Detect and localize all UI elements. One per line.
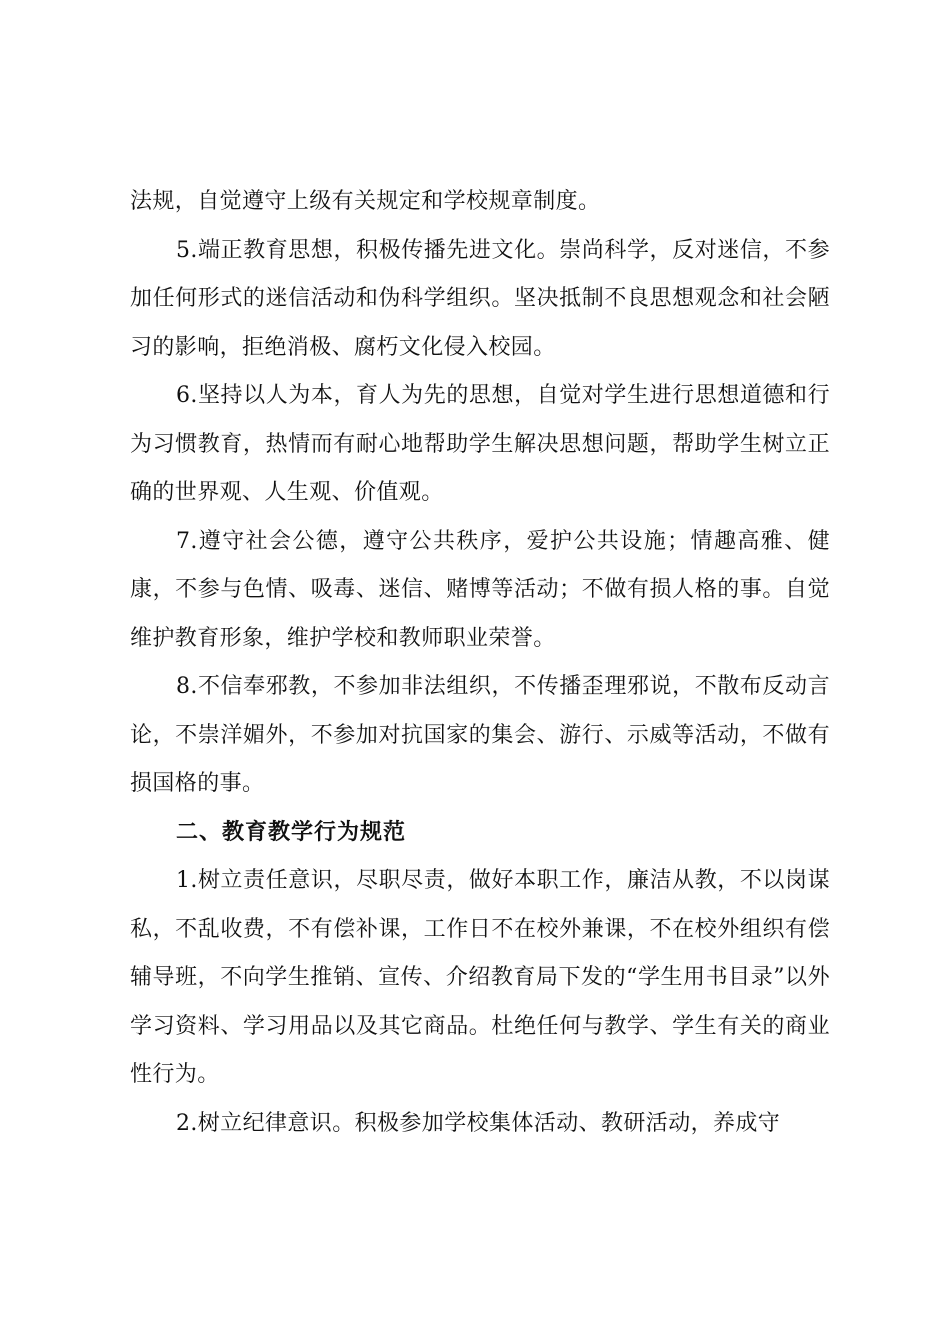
section-heading: 二、教育教学行为规范 <box>176 819 407 845</box>
paragraph-item-7: 7.遵守社会公德，遵守公共秩序，爱护公共设施；情趣高雅、健康，不参与色情、吸毒、迷信、赌博等活动；不做有损人格的事。自觉维护教育形象，维护学校和教师职业荣誉。 <box>130 528 830 651</box>
paragraph-item-6: 6.坚持以人为本，育人为先的思想，自觉对学生进行思想道德和行为习惯教育，热情而有耐心地帮助学生解决思想问题，帮助学生树立正确的世界观、人生观、价值观。 <box>130 383 830 505</box>
paragraph-continuation: 法规，自觉遵守上级有关规定和学校规章制度。 <box>130 189 601 214</box>
document-page <box>130 178 830 1148</box>
paragraph-section2-item-2: 2.树立纪律意识。积极参加学校集体活动、教研活动，养成守 <box>176 1110 781 1136</box>
paragraph-section2-item-1: 1.树立责任意识，尽职尽责，做好本职工作，廉洁从教，不以岗谋私，不乱收费，不有偿补课，工作日不在校外兼课，不在校外组织有偿辅导班，不向学生推销、宣传、介绍教育局下发的“学生用书目录”以外学习资料、学习用品以及其它商品。杜绝任何与教学、学生有关的商业性行为。 <box>130 868 830 1087</box>
paragraph-item-8: 8.不信奉邪教，不参加非法组织，不传播歪理邪说，不散布反动言论，不崇洋媚外，不参加对抗国家的集会、游行、示威等活动，不做有损国格的事。 <box>130 674 830 796</box>
paragraph-item-5: 5.端正教育思想，积极传播先进文化。崇尚科学，反对迷信，不参加任何形式的迷信活动和伪科学组织。坚决抵制不良思想观念和社会陋习的影响，拒绝消极、腐朽文化侵入校园。 <box>130 237 830 360</box>
